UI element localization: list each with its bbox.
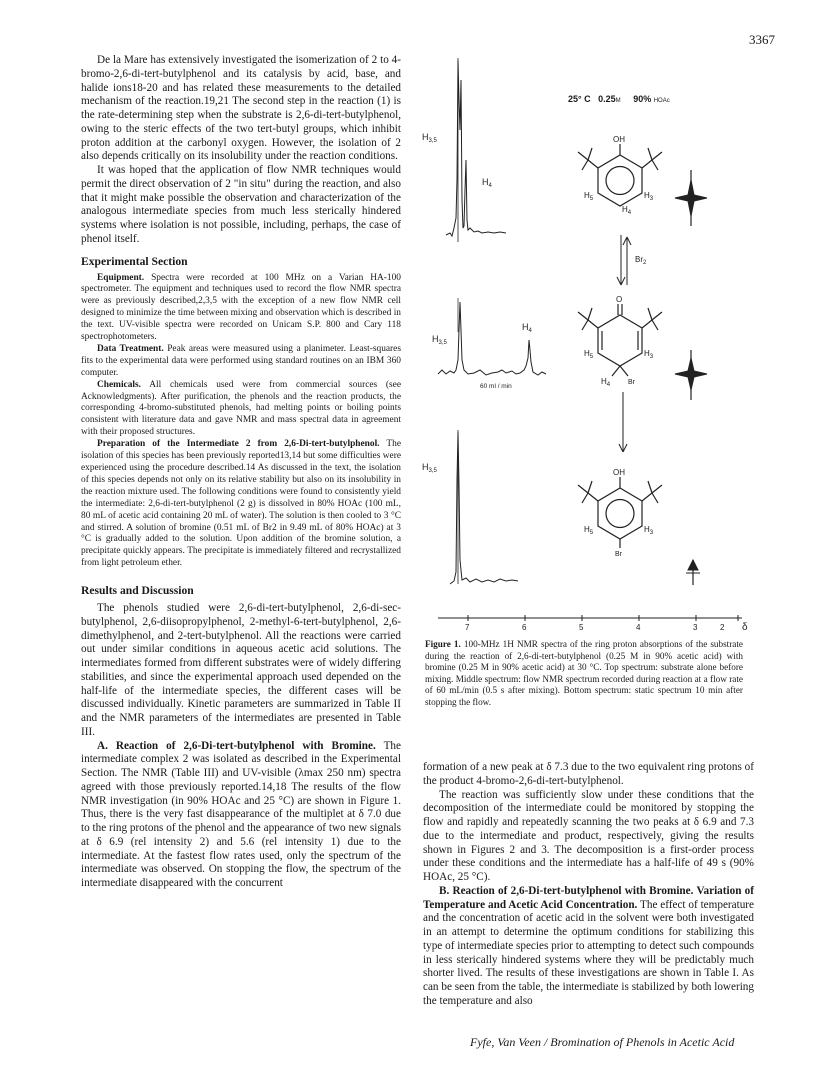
section-a-run-in-head: A. Reaction of 2,6-Di-tert-butylphenol with Bromine. bbox=[97, 739, 376, 752]
product-h3-label: $H_3$ bbox=[644, 525, 654, 536]
middle-spectrum bbox=[438, 298, 546, 375]
data-treatment-text: Peak areas were measured using a planimeter. Least-squares fits to the experimental data were performed using standard routines on an IBM 360 computer. bbox=[81, 343, 401, 378]
caption-text: 100-MHz 1H NMR spectra of the ring proton absorptions of the substrate during the reaction of 2,6-di-tert-butylphenol (0.25 M in 90% acetic acid) with bromine (0.25 M in 90% acetic acid) at 30 °C. Top spectrum: substrate alone before mixing. Middle spectrum: flow NMR spectrum recorded during reaction at a flow rate of 60 mL/min (0.5 s after mixing). Bottom spectrum: static spectrum 10 min after stopping the flow. bbox=[425, 639, 743, 707]
intermediate-h5-label: $H_5$ bbox=[584, 349, 594, 360]
star-marker-2 bbox=[675, 350, 707, 400]
intermediate-c4-br-bond bbox=[620, 366, 628, 376]
product-aromatic-circle bbox=[606, 500, 634, 528]
right-column bbox=[423, 761, 754, 1009]
structure-intermediate bbox=[578, 304, 662, 376]
middle-spectrum-trace bbox=[438, 302, 546, 375]
middle-spectrum-h4-label: $H_4$ bbox=[522, 322, 532, 334]
phenol-tbu-left-bond bbox=[588, 160, 598, 168]
section-b-text: The effect of temperature and the concentration of acetic acid in the solvent were both investigated in an attempt to determine the optimum conditions for stabilizing this type of intermediate species prior to attempting to detect such compounds in less sterically hindered systems where they will be predictably much shorter lived. The results of these investigations are shown in Table I. As can be seen from the table, the intermediate is stabilized by both lowering the temperature and also bbox=[423, 898, 754, 1007]
middle-spectrum-h35-label: $H_{3,5}$ bbox=[432, 334, 447, 346]
conditions-concentration-unit: M bbox=[615, 98, 621, 104]
phenol-ring bbox=[598, 155, 642, 206]
top-spectrum-trace bbox=[446, 60, 506, 236]
chemical-shift-axis bbox=[438, 615, 742, 621]
chemicals-paragraph bbox=[81, 380, 401, 440]
section-a-text: The intermediate complex 2 was isolated as described in the Experimental Section. The NMR (Table III) and UV-visible (λmax 250 nm) spectra agreed with those previously reported.14,18 The results of the flow NMR investigation (in 90% HOAc and 25 °C) are shown in Figure 1. Thus, there is the very fast disappearance of the multiplet at δ 7.0 due to the ring protons of the phenol and the appearance of two new signals at δ 6.9 (rel intensity 2) and 5.6 (rel intensity 1) due to the intermediate. At the fastest flow rates used, only the spectrum of the intermediate was observed. On stopping the flow, the spectrum of the intermediate disappeared with the concurrent bbox=[81, 739, 401, 890]
intermediate-br-label: Br bbox=[628, 379, 635, 386]
intermediate-h4-label: $H_4$ bbox=[601, 377, 611, 388]
experimental-heading: Experimental Section bbox=[81, 254, 188, 268]
figure-caption bbox=[425, 639, 743, 709]
product-br-label: Br bbox=[615, 551, 622, 558]
top-spectrum-h4-label: $H_4$ bbox=[482, 177, 492, 189]
phenol-tbu-left bbox=[578, 148, 592, 170]
flow-rate-label: 60 ml / min bbox=[480, 383, 512, 390]
intermediate-o-label: O bbox=[616, 295, 623, 304]
intro-paragraph-1: De la Mare has extensively investigated the isomerization of 2 to 4-bromo-2,6-di-tert-butylphenol and its catalysis by acid, base, and halide ions18-20 and has related these measurements to the detailed mechanism of the reaction.19,21 The second step in the reaction (1) is the rate-determining step when the substrate is 2,6-di-tert-butylphenol, owing to the steric effects of the two tert-butyl groups, which inhibit proton addition at the carbonyl oxygen. However, the isolation of 2 also depends critically on its insolubility under the reaction conditions. bbox=[81, 54, 401, 163]
top-spectrum-h35-label: $H_{3,5}$ bbox=[422, 132, 437, 144]
conditions-concentration: 0.25 bbox=[598, 94, 616, 104]
reaction-arrow-2 bbox=[619, 392, 627, 452]
section-b-paragraph bbox=[423, 885, 754, 1009]
axis-label-3: 3 bbox=[693, 623, 698, 632]
structure-product bbox=[578, 477, 662, 548]
page-number: 3367 bbox=[749, 32, 775, 47]
bottom-spectrum-trace bbox=[450, 432, 518, 584]
continued-paragraph: formation of a new peak at δ 7.3 due to the two equivalent ring protons of the product 4-bromo-2,6-di-tert-butylphenol. bbox=[423, 761, 754, 787]
top-spectrum bbox=[446, 58, 506, 242]
star-marker-3 bbox=[686, 560, 700, 585]
star-marker-1 bbox=[675, 170, 707, 226]
chemicals-text: All chemicals used were from commercial sources (see Acknowledgments). After purification, the phenols and the reaction products, the corresponding 4-bromo-substituted phenols, had melting points or boiling points consistent with literature data and gave NMR and mass spectral data in agreement with their proposed structures. bbox=[81, 379, 401, 438]
phenol-h5-label: $H_5$ bbox=[584, 191, 594, 202]
phenol-h3-label: $H_3$ bbox=[644, 191, 654, 202]
bromine-reagent-label: $Br_2$ bbox=[635, 255, 647, 266]
figure-1 bbox=[420, 40, 760, 640]
caption-label: Figure 1. bbox=[425, 639, 461, 649]
intro-paragraph-2: It was hoped that the application of flow NMR techniques would permit the direct observation of 2 "in situ" during the reaction, and also that it might make possible the observation and characterization of the analogous intermediate species from much less sterically hindered systems where isolation is not possible, including, perhaps, the case of phenol itself. bbox=[81, 164, 401, 245]
conditions-solvent-unit: HOAc bbox=[653, 98, 670, 104]
equipment-paragraph bbox=[81, 273, 401, 344]
left-column bbox=[81, 54, 401, 891]
conditions-solvent: 90% bbox=[633, 94, 652, 104]
intermediate-c4-h-bond bbox=[612, 366, 620, 376]
phenol-tbu-right bbox=[648, 148, 662, 170]
preparation-paragraph bbox=[81, 439, 401, 570]
axis-label-delta: δ bbox=[742, 622, 748, 633]
phenol-oh-label: OH bbox=[613, 135, 625, 144]
bottom-spectrum bbox=[450, 430, 518, 584]
preparation-text: The isolation of this species has been previously reported13,14 but some difficulties were experienced using the procedure described.14 As discussed in the text, the isolation of this species depends not only on its relative stability but also on its insolubility in the reaction mixture used. The following conditions were found to consistently yield the intermediate: 2,6-di-tert-butylphenol (2 g) is dissolved in 80% HOAc (100 mL, 80 mL of acetic acid containing 20 mL of water). The solution is then cooled to 3 °C and stirred. A solution of bromine (0.51 mL of Br2 in 9.49 mL of 80% HOAc) at 3 °C is gradually added to the solution. Upon addition of the bromine solution, a precipitate quickly appears. The precipitate is immediately filtered and recrystallized from light petroleum ether. bbox=[81, 439, 401, 569]
chemicals-run-in-head: Chemicals. bbox=[97, 379, 142, 390]
phenol-h4-label: $H_4$ bbox=[622, 205, 632, 216]
section-b-run-in-head: B. Reaction of 2,6-Di-tert-butylphenol with Bromine. Variation of Temperature and Acetic Acid Concentration. bbox=[423, 884, 754, 911]
section-a-paragraph bbox=[81, 740, 401, 891]
bottom-spectrum-h35-label: $H_{3,5}$ bbox=[422, 462, 437, 474]
preparation-run-in-head: Preparation of the Intermediate 2 from 2,6-Di-tert-butylphenol. bbox=[97, 439, 380, 450]
results-paragraph-1: The phenols studied were 2,6-di-tert-butylphenol, 2,6-di-sec-butylphenol, 2,6-diisopropylphenol, 2-methyl-6-tert-butylphenol, 2,6-dimethylphenol, and 2-tert-butylphenol. All the reactions were carried out under similar conditions in aqueous acetic acid solutions. The intermediates formed from different substrates were of widely differing stabilities, and since the experimental approach used depended on the half-life of the intermediate species, the different cases will be discussed individually. Kinetic parameters are summarized in Table II and the NMR parameters of the intermediates are presented in Table III. bbox=[81, 602, 401, 738]
running-footer: Fyfe, Van Veen / Bromination of Phenols in Acetic Acid bbox=[470, 1035, 735, 1049]
equipment-run-in-head: Equipment. bbox=[97, 272, 145, 283]
product-ring bbox=[598, 488, 642, 539]
axis-label-6: 6 bbox=[522, 623, 527, 632]
phenol-aromatic-circle bbox=[606, 167, 634, 195]
axis-label-7: 7 bbox=[465, 623, 470, 632]
equilibrium-arrow-1 bbox=[617, 235, 631, 285]
axis-label-2: 2 bbox=[720, 623, 725, 632]
product-h5-label: $H_5$ bbox=[584, 525, 594, 536]
axis-label-5: 5 bbox=[579, 623, 584, 632]
conditions-temperature: 25° C bbox=[568, 94, 591, 104]
intermediate-ring bbox=[598, 315, 642, 366]
right-paragraph-2: The reaction was sufficiently slow under these conditions that the decomposition of the intermediate could be monitored by stopping the flow and rapidly and repeatedly scanning the two peaks at δ 6.9 and 7.3 due to the intermediate and product, respectively, giving the results shown in Figures 2 and 3. The decomposition is a first-order process under these conditions and the intermediate has a half-life of 49 s (90% HOAc, 25 °C). bbox=[423, 788, 754, 883]
axis-label-4: 4 bbox=[636, 623, 641, 632]
intermediate-h3-label: $H_3$ bbox=[644, 349, 654, 360]
product-oh-label: OH bbox=[613, 468, 625, 477]
spectra-figure-svg bbox=[420, 40, 760, 640]
phenol-tbu-right-bond bbox=[642, 160, 652, 168]
data-treatment-paragraph bbox=[81, 344, 401, 380]
data-treatment-run-in-head: Data Treatment. bbox=[97, 343, 164, 354]
results-heading: Results and Discussion bbox=[81, 584, 194, 598]
equipment-text: Spectra were recorded at 100 MHz on a Varian HA-100 spectrometer. The equipment and techniques used to record the flow NMR spectra were as previously described,2,3,5 with the exception of a new flow NMR cell designed to minimize the time between mixing and observation which is described in the text. UV-visible spectra were recorded on Unicam S.P. 800 and Cary 118 spectrophotometers. bbox=[81, 272, 401, 343]
